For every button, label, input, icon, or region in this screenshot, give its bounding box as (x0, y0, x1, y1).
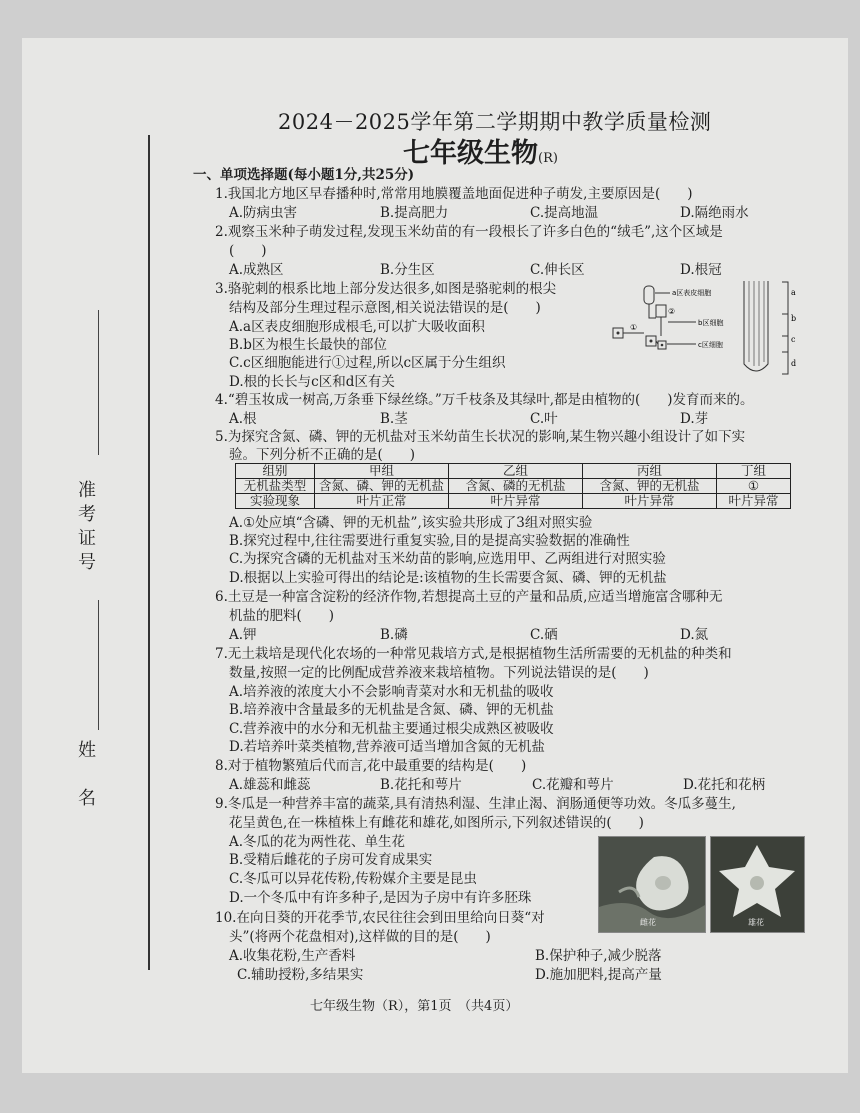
q7-stem: 7.无土栽培是现代化农场的一种常见栽培方式,是根据植物生活所需要的无机盐的种类和 (215, 646, 732, 662)
name-label: 姓 名 (75, 740, 96, 812)
q2-option-b: B.分生区 (380, 262, 435, 278)
q5-stem-cont: 验。下列分析不正确的是( ) (229, 447, 416, 463)
q6-option-d: D.氮 (680, 627, 709, 643)
table-cell: 含氮、磷、钾的无机盐 (315, 479, 449, 494)
q3-stem: 3.骆驼刺的根系比地上部分发达很多,如图是骆驼刺的根尖 (215, 281, 557, 297)
table-cell: 丙组 (583, 464, 717, 479)
id-blank-line (98, 310, 99, 455)
subject-title: 七年级生物(R) (403, 138, 558, 169)
q10-option-c: C.辅助授粉,多结果实 (237, 967, 364, 983)
q1-stem: 1.我国北方地区早春播种时,常常用地膜覆盖地面促进种子萌发,主要原因是( ) (215, 186, 693, 202)
q1-option-c: C.提高地温 (530, 205, 599, 221)
q1-option-b: B.提高肥力 (380, 205, 449, 221)
page-footer: 七年级生物（R），第1页 （共4页） (310, 999, 519, 1014)
table-row (236, 494, 791, 509)
table-cell: 含氮、磷的无机盐 (449, 479, 583, 494)
q1-option-a: A.防病虫害 (229, 205, 298, 221)
root-tip-diagram (606, 278, 806, 380)
q3-stem-cont: 结构及部分生理过程示意图,相关说法错误的是( ) (229, 300, 541, 316)
table-header-row (236, 464, 791, 479)
fig-zone-b: b (791, 314, 797, 323)
table-cell: 组别 (236, 464, 315, 479)
experiment-table (235, 463, 791, 509)
q7-option-c: C.营养液中的水分和无机盐主要通过根尖成熟区被吸收 (229, 721, 554, 737)
q2-stem-cont: ( ) (229, 243, 267, 259)
q8-option-b: B.花托和萼片 (380, 777, 462, 793)
q10-stem: 10.在向日葵的开花季节,农民往往会到田里给向日葵“对 (215, 910, 545, 926)
q1-option-d: D.隔绝雨水 (680, 205, 749, 221)
q8-option-d: D.花托和花柄 (683, 777, 766, 793)
fig-label-c: c区细胞 (698, 341, 723, 349)
table-cell: 叶片异常 (583, 494, 717, 509)
q9-stem-cont: 花呈黄色,在一株植株上有雌花和雄花,如图所示,下列叙述错误的( ) (229, 815, 644, 831)
q10-option-b: B.保护种子,减少脱落 (535, 948, 662, 964)
q5-stem: 5.为探究含氮、磷、钾的无机盐对玉米幼苗生长状况的影响,某生物兴趣小组设计了如下实 (215, 429, 746, 445)
q9-option-c: C.冬瓜可以异花传粉,传粉媒介主要是昆虫 (229, 871, 477, 887)
q10-option-d: D.施加肥料,提高产量 (535, 967, 662, 983)
fig-zone-d: d (791, 359, 797, 368)
q6-stem-cont: 机盐的肥料( ) (229, 608, 335, 624)
fig-zone-a: a (791, 288, 796, 297)
table-cell: 叶片异常 (449, 494, 583, 509)
q10-option-a: A.收集花粉,生产香料 (229, 948, 356, 964)
q6-stem: 6.土豆是一种富含淀粉的经济作物,若想提高土豆的产量和品质,应适当增施富含哪种无 (215, 589, 723, 605)
q9-option-a: A.冬瓜的花为两性花、单生花 (229, 834, 406, 850)
q5-option-d: D.根据以上实验可得出的结论是:该植物的生长需要含氮、磷、钾的无机盐 (229, 570, 667, 586)
exam-title: 2024－2025学年第二学期期中教学质量检测 (278, 110, 712, 134)
fig-process-2: ② (668, 307, 676, 316)
table-cell: 叶片异常 (717, 494, 791, 509)
table-row (236, 479, 791, 494)
q2-option-c: C.伸长区 (530, 262, 585, 278)
q3-option-a: A.a区表皮细胞形成根毛,可以扩大吸收面积 (229, 319, 485, 335)
q10-stem-cont: 头”(将两个花盘相对),这样做的目的是( ) (229, 929, 491, 945)
q7-option-a: A.培养液的浓度大小不会影响青菜对水和无机盐的吸收 (229, 684, 554, 700)
q5-option-c: C.为探究含磷的无机盐对玉米幼苗的影响,应选用甲、乙两组进行对照实验 (229, 551, 666, 567)
male-flower-caption: 雄花 (748, 918, 764, 927)
q5-option-b: B.探究过程中,往往需要进行重复实验,目的是提高实验数据的准确性 (229, 533, 630, 549)
q2-option-d: D.根冠 (680, 262, 722, 278)
table-cell: 无机盐类型 (236, 479, 315, 494)
table-cell: 实验现象 (236, 494, 315, 509)
fig-zone-c: c (791, 335, 796, 344)
table-cell: 叶片正常 (315, 494, 449, 509)
female-flower-caption: 雌花 (640, 918, 656, 927)
q7-option-d: D.若培养叶菜类植物,营养液可适当增加含氮的无机盐 (229, 739, 545, 755)
q3-option-d: D.根的长长与c区和d区有关 (229, 374, 395, 390)
q7-stem-cont: 数量,按照一定的比例配成营养液来栽培植物。下列说法错误的是( ) (229, 665, 649, 681)
table-cell: 丁组 (717, 464, 791, 479)
q2-stem: 2.观察玉米种子萌发过程,发现玉米幼苗的有一段根长了许多白色的“绒毛”,这个区域是 (215, 224, 723, 240)
section-heading: 一、单项选择题(每小题1分,共25分) (193, 167, 415, 183)
table-cell: 含氮、钾的无机盐 (583, 479, 717, 494)
q8-option-c: C.花瓣和萼片 (532, 777, 614, 793)
q8-option-a: A.雄蕊和雌蕊 (229, 777, 311, 793)
fig-label-a: a区表皮细胞 (672, 289, 712, 297)
q3-option-b: B.b区为根生长最快的部位 (229, 337, 387, 353)
q5-option-a: A.①处应填“含磷、钾的无机盐”,该实验共形成了3组对照实验 (229, 515, 593, 531)
fig-label-b: b区细胞 (698, 319, 724, 327)
q4-option-b: B.茎 (380, 411, 408, 427)
q3-option-c: C.c区细胞能进行①过程,所以c区属于分生组织 (229, 355, 506, 371)
q4-option-d: D.芽 (680, 411, 709, 427)
q4-option-c: C.叶 (530, 411, 558, 427)
id-label: 准考证号 (75, 480, 96, 576)
q4-stem: 4.“碧玉妆成一树高,万条垂下绿丝绦。”万千枝条及其绿叶,都是由植物的( )发育而来的。 (215, 392, 754, 408)
table-cell: ① (717, 479, 791, 494)
q6-option-b: B.磷 (380, 627, 408, 643)
fig-process-1: ① (630, 323, 638, 332)
table-cell: 甲组 (315, 464, 449, 479)
binding-line (148, 135, 150, 970)
q6-option-c: C.硒 (530, 627, 558, 643)
q6-option-a: A.钾 (229, 627, 257, 643)
name-blank-line (98, 600, 99, 730)
q4-option-a: A.根 (229, 411, 257, 427)
q7-option-b: B.培养液中含量最多的无机盐是含氮、磷、钾的无机盐 (229, 702, 554, 718)
q9-option-b: B.受精后雌花的子房可发育成果实 (229, 852, 433, 868)
q9-option-d: D.一个冬瓜中有许多种子,是因为子房中有许多胚珠 (229, 890, 532, 906)
table-cell: 乙组 (449, 464, 583, 479)
q8-stem: 8.对于植物繁殖后代而言,花中最重要的结构是( ) (215, 758, 527, 774)
q9-stem: 9.冬瓜是一种营养丰富的蔬菜,具有清热利湿、生津止渴、润肠通便等功效。冬瓜多蔓生, (215, 796, 736, 812)
q2-option-a: A.成熟区 (229, 262, 284, 278)
